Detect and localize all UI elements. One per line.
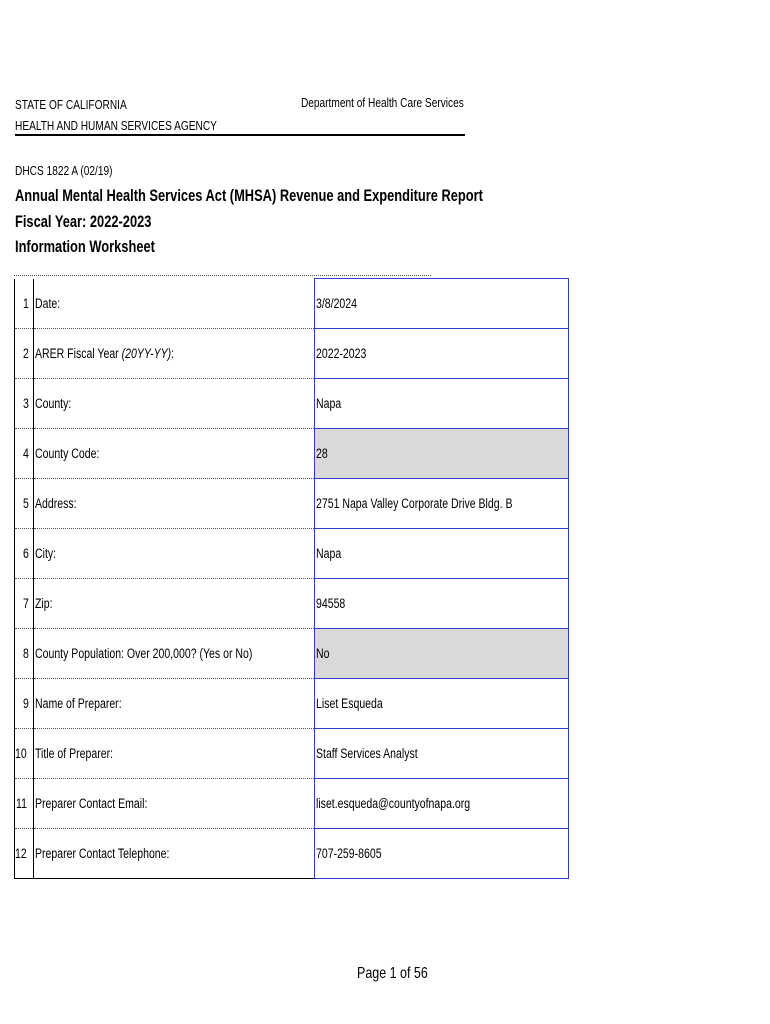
field-value[interactable] xyxy=(314,279,568,329)
field-value[interactable] xyxy=(314,329,568,379)
field-label-text: Name of Preparer: xyxy=(35,696,122,711)
row-number xyxy=(15,529,34,579)
page-number: Page 1 of 56 xyxy=(357,965,428,982)
row-number xyxy=(15,829,34,879)
row-number xyxy=(15,279,34,329)
title-line-3: Information Worksheet xyxy=(15,238,155,256)
information-worksheet-table xyxy=(14,278,569,879)
header-right xyxy=(255,94,464,112)
row-number xyxy=(15,679,34,729)
table-row xyxy=(15,629,569,679)
field-value[interactable] xyxy=(314,529,568,579)
field-label xyxy=(34,779,315,829)
field-label xyxy=(34,529,315,579)
field-label-text: County: xyxy=(35,396,72,411)
row-number-text: 9 xyxy=(22,696,29,711)
field-value[interactable] xyxy=(314,729,568,779)
row-number-text: 6 xyxy=(22,546,29,561)
department-name: Department of Health Care Services xyxy=(301,95,464,110)
title-line-1: Annual Mental Health Services Act (MHSA) Revenue and Expenditure Report xyxy=(15,187,483,205)
field-value-text: 2751 Napa Valley Corporate Drive Bldg. B xyxy=(315,496,513,511)
field-value-text: liset.esqueda@countyofnapa.org xyxy=(315,796,470,811)
row-number-text: 12 xyxy=(15,846,27,861)
field-value-text: 2022-2023 xyxy=(315,346,367,361)
table-row xyxy=(15,779,569,829)
table-row xyxy=(15,279,569,329)
field-value[interactable] xyxy=(314,829,568,879)
field-label-text: City: xyxy=(35,546,57,561)
field-value-text: Napa xyxy=(315,396,341,411)
field-label-text: County Code: xyxy=(35,446,100,461)
field-value-text: Staff Services Analyst xyxy=(315,746,418,761)
field-label xyxy=(34,829,315,879)
field-label xyxy=(34,679,315,729)
row-number-text: 11 xyxy=(16,796,27,811)
table-row xyxy=(15,379,569,429)
table-row xyxy=(15,429,569,479)
field-value[interactable] xyxy=(314,379,568,429)
row-number xyxy=(15,579,34,629)
row-number xyxy=(15,479,34,529)
title-line-2: Fiscal Year: 2022-2023 xyxy=(15,212,152,231)
table-row xyxy=(15,679,569,729)
field-value-text: 3/8/2024 xyxy=(315,296,357,311)
row-number-text: 3 xyxy=(22,396,29,411)
field-value[interactable] xyxy=(314,579,568,629)
field-label xyxy=(34,279,315,329)
table-top-border xyxy=(14,275,431,276)
field-label-text: Preparer Contact Email: xyxy=(35,796,148,811)
form-number: DHCS 1822 A (02/19) xyxy=(15,163,113,178)
field-value-text: Liset Esqueda xyxy=(315,696,383,711)
row-number xyxy=(15,729,34,779)
field-value-text: Napa xyxy=(315,546,341,561)
field-label-format-hint: (20YY-YY) xyxy=(121,346,172,361)
header-left xyxy=(15,94,274,136)
field-label-suffix: : xyxy=(171,346,175,361)
field-label xyxy=(34,579,315,629)
table-row xyxy=(15,579,569,629)
row-number xyxy=(15,629,34,679)
table-row xyxy=(15,529,569,579)
table-row xyxy=(15,479,569,529)
field-value[interactable] xyxy=(314,779,568,829)
row-number-text: 7 xyxy=(22,596,29,611)
field-value[interactable] xyxy=(314,679,568,729)
field-label-text: Zip: xyxy=(35,596,53,611)
field-value-text: No xyxy=(315,646,330,661)
row-number-text: 1 xyxy=(22,295,29,311)
field-value[interactable] xyxy=(314,629,568,679)
field-value[interactable] xyxy=(314,479,568,529)
row-number xyxy=(15,779,34,829)
row-number xyxy=(15,329,34,379)
row-number-text: 10 xyxy=(15,746,27,761)
field-label xyxy=(34,429,315,479)
row-number-text: 4 xyxy=(22,446,29,461)
field-value-text: 28 xyxy=(315,446,328,461)
field-label xyxy=(34,479,315,529)
field-label-text: Title of Preparer: xyxy=(35,746,114,761)
field-label xyxy=(34,729,315,779)
field-label-text: ARER Fiscal Year xyxy=(35,346,122,361)
table-row xyxy=(15,829,569,879)
field-label-text: Address: xyxy=(35,496,77,511)
table-row xyxy=(15,329,569,379)
row-number xyxy=(15,379,34,429)
field-label xyxy=(34,329,315,379)
row-number-text: 5 xyxy=(22,496,29,511)
table-row xyxy=(15,729,569,779)
field-value-text: 707-259-8605 xyxy=(315,846,382,861)
row-number-text: 2 xyxy=(22,346,29,361)
field-label-text: Preparer Contact Telephone: xyxy=(35,846,170,861)
row-number-text: 8 xyxy=(22,646,29,661)
report-title xyxy=(15,184,615,261)
field-label-text: County Population: Over 200,000? (Yes or No) xyxy=(35,646,253,661)
header-divider xyxy=(15,134,465,136)
agency-name: HEALTH AND HUMAN SERVICES AGENCY xyxy=(15,118,217,133)
field-label-text: Date: xyxy=(35,295,61,311)
field-value-text: 94558 xyxy=(315,596,345,611)
field-label xyxy=(34,629,315,679)
row-number xyxy=(15,429,34,479)
field-value[interactable] xyxy=(314,429,568,479)
field-label xyxy=(34,379,315,429)
state-name: STATE OF CALIFORNIA xyxy=(15,97,127,112)
